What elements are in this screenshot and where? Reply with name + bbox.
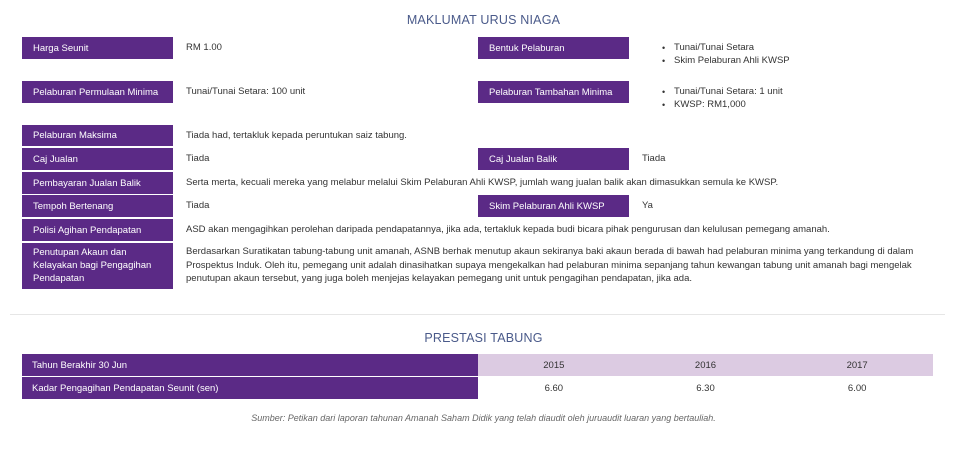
- label-harga-seunit: Harga Seunit: [22, 37, 173, 59]
- performance-table: [22, 354, 933, 400]
- pelaburan-tambahan-list: [661, 86, 783, 111]
- year-cell: 2015: [478, 354, 630, 377]
- bentuk-pelaburan-list: [661, 42, 790, 67]
- label-pelaburan-maksima: Pelaburan Maksima: [22, 125, 173, 146]
- label-bentuk-pelaburan: Bentuk Pelaburan: [478, 37, 629, 59]
- label-caj-jualan-balik: Caj Jualan Balik: [478, 148, 629, 170]
- value-tempoh-bertenang: Tiada: [186, 200, 210, 212]
- value-pelaburan-maksima: Tiada had, tertakluk kepada peruntukan saiz tabung.: [186, 129, 407, 141]
- section-title-prestasi: PRESTASI TABUNG: [424, 331, 543, 345]
- rate-cell: 6.60: [478, 377, 630, 400]
- header-label: Tahun Berakhir 30 Jun: [22, 354, 478, 377]
- value-penutupan-akaun: Berdasarkan Suratikatan tabung-tabung unit amanah, ASNB berhak menutup akaun sekiranya baki akaun berada di bawah had pelaburan minima yang terkandung di dalam Prospektus Induk. Oleh itu, pemegang unit adalah dinasihatkan supaya mengekalkan had pelaburan minima sepanjang tahun kewangan tabung unit amanah bagi mengelak penutupan akaun tersebut, yang juga boleh menjejas kelayakan pemegang unit untuk pengagihan pendapatan, jika ada.: [186, 246, 914, 284]
- list-item: • KWSP: RM1,000: [674, 99, 783, 112]
- rate-cell: 6.00: [781, 377, 933, 400]
- value-caj-jualan-balik: Tiada: [642, 153, 666, 165]
- value-skim-pelaburan-ahli-kwsp: Ya: [642, 200, 653, 212]
- label-line: Kelayakan bagi Pengagihan: [33, 260, 152, 271]
- label-tempoh-bertenang: Tempoh Bertenang: [22, 195, 173, 217]
- list-item: • Skim Pelaburan Ahli KWSP: [674, 55, 790, 68]
- year-cell: 2017: [781, 354, 933, 377]
- row-label: Kadar Pengagihan Pendapatan Seunit (sen): [22, 377, 478, 400]
- label-pelaburan-tambahan-minima: Pelaburan Tambahan Minima: [478, 81, 629, 103]
- year-cell: 2016: [630, 354, 782, 377]
- label-skim-pelaburan-ahli-kwsp: Skim Pelaburan Ahli KWSP: [478, 195, 629, 217]
- value-harga-seunit: RM 1.00: [186, 42, 222, 54]
- value-polisi-agihan-pendapatan: ASD akan mengagihkan perolehan daripada pendapatannya, jika ada, tertakluk kepada budi bicara pihak pengurusan dan kelulusan pemegang amanah.: [186, 224, 830, 236]
- label-polisi-agihan-pendapatan: Polisi Agihan Pendapatan: [22, 219, 173, 241]
- rate-cell: 6.30: [630, 377, 782, 400]
- label-line: Pendapatan: [33, 273, 85, 284]
- value-pelaburan-permulaan-minima: Tunai/Tunai Setara: 100 unit: [186, 86, 306, 98]
- list-item: • Tunai/Tunai Setara: [674, 42, 790, 55]
- table-header-row: [22, 354, 933, 377]
- label-pembayaran-jualan-balik: Pembayaran Jualan Balik: [22, 172, 173, 194]
- value-caj-jualan: Tiada: [186, 153, 210, 165]
- table-row: [22, 377, 933, 400]
- label-pelaburan-permulaan-minima: Pelaburan Permulaan Minima: [22, 81, 173, 103]
- section-title-maklumat: MAKLUMAT URUS NIAGA: [406, 13, 561, 27]
- section-divider: [10, 314, 945, 315]
- value-pelaburan-tambahan-minima: [661, 86, 783, 111]
- value-pembayaran-jualan-balik: Serta merta, kecuali mereka yang melabur melalui Skim Pelaburan Ahli KWSP, jumlah wang jualan balik akan dimasukkan semula ke KWSP.: [186, 177, 779, 189]
- source-note: Sumber: Petikan dari laporan tahunan Amanah Saham Didik yang telah diaudit oleh juruaudit luaran yang bertauliah.: [251, 413, 716, 423]
- list-item: • Tunai/Tunai Setara: 1 unit: [674, 86, 783, 99]
- label-caj-jualan: Caj Jualan: [22, 148, 173, 170]
- label-penutupan-akaun: [22, 243, 173, 289]
- label-line: Penutupan Akaun dan: [33, 247, 127, 258]
- value-bentuk-pelaburan: [661, 42, 790, 67]
